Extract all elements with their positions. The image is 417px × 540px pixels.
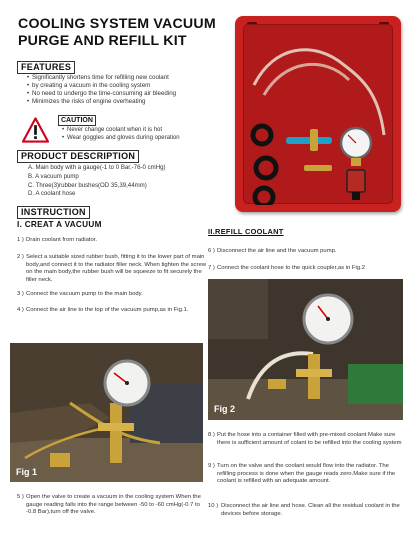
step-number: 6 ) (208, 248, 215, 254)
page-title (18, 16, 218, 50)
feature-item: • Significantly shortens time for refilling new coolant (27, 74, 217, 82)
step-number: 10 ) (208, 503, 219, 509)
step-text: Connect the vacuum pump to the main body. (26, 291, 143, 297)
description-item: B. A vacuum pump (28, 172, 79, 180)
figure-1-drawing (10, 343, 203, 482)
title-line-1: COOLING SYSTEM VACUUM (18, 16, 216, 32)
step-10 (208, 503, 403, 518)
title-line-2: PURGE AND REFILL KIT (18, 33, 187, 49)
step-5 (17, 494, 209, 517)
step-1 (17, 237, 207, 245)
step-number: 2 ) (17, 254, 24, 260)
step-text: Select a suitable sized rubber bush, fitting it to the lower part of main body,and connect it to the radiator filler neck. When tighten the screw on the main body,the rubber bush will be squeeze to fit securely the filler neck. (26, 254, 206, 283)
step-text: Disconnect the air line and the vacuum pump. (217, 248, 337, 254)
figure-2-photo (208, 279, 403, 420)
step-number: 4 ) (17, 307, 24, 313)
step-number: 7 ) (208, 265, 215, 271)
step-4 (17, 307, 207, 315)
figure-2-label: Fig 2 (214, 404, 236, 414)
step-text: Drain coolant from radiator. (26, 237, 98, 243)
description-item: D. A coolant hose (28, 190, 76, 198)
step-2 (17, 254, 207, 284)
caution-list (62, 126, 180, 142)
kit-case-photo (235, 16, 401, 212)
product-description-heading: PRODUCT DESCRIPTION (17, 150, 139, 163)
feature-item: • Minimizes the risks of engine overheating (27, 98, 217, 106)
step-text: Turn on the valve and the coolant would flow into the radiator. The refilling process is done when the gauge reads zero.Make sure if the coolant is refilled with an adequate amount. (217, 463, 396, 485)
caution-block (22, 115, 212, 145)
step-6 (208, 248, 403, 256)
step-text: Connect the air line to the top of the vacuum pump,as in Fig.1. (26, 307, 189, 313)
step-number: 3 ) (17, 291, 24, 297)
step-3 (17, 291, 207, 299)
step-8 (208, 432, 403, 447)
step-number: 5 ) (17, 494, 24, 500)
caution-item: • Wear goggles and gloves during operation (62, 134, 180, 142)
section-1-heading: I. CREAT A VACUUM (17, 220, 102, 229)
description-item: A. Main body with a gauge(-1 to 0 Bar,-76-0 cmHg) (28, 164, 166, 171)
step-text: Put the hose into a container filled with pre-mixed coolant Make sure there is sufficient amount of colant to be refilled into the cooling system (217, 432, 402, 446)
step-number: 8 ) (208, 432, 215, 438)
figure-2-drawing (208, 279, 403, 420)
figure-1-label: Fig 1 (16, 467, 38, 477)
description-item: C. Three(3)rubber bushes(OD 35,39,44mm) (28, 181, 147, 189)
step-number: 9 ) (208, 463, 215, 469)
step-text: Open the valve to create a vacuum in the cooling system When the gauge reading falls into the range between -50 to -60 cmHg(-0.7 to -0.8 Bar),turn off the valve. (26, 494, 201, 516)
section-2-heading: II.REFILL COOLANT (208, 227, 284, 236)
features-list (27, 74, 217, 106)
step-number: 1 ) (17, 237, 24, 243)
warning-triangle-icon (22, 117, 49, 143)
step-7 (208, 265, 403, 273)
figure-1-photo (10, 343, 203, 482)
feature-item: • No need to undergo the time-consuming air bleeding (27, 90, 217, 98)
step-text: Disconnect the air line and hose. Clean all the residual coolant in the devices before storage. (221, 503, 400, 517)
caution-item: • Never change coolant when it is hot (62, 126, 180, 134)
features-heading-text: FEATURES (21, 62, 72, 72)
instruction-heading: INSTRUCTION (17, 206, 90, 219)
feature-item: • by creating a vacuum in the cooling system (27, 82, 217, 90)
step-9 (208, 463, 403, 486)
product-description-list (28, 164, 166, 199)
features-heading (17, 61, 75, 74)
case-interior (243, 24, 393, 204)
caution-heading: CAUTION (58, 115, 96, 126)
kit-contents-drawing (244, 25, 394, 205)
step-text: Connect the coolant hose to the quick coupler,as in Fig.2 (217, 265, 366, 271)
